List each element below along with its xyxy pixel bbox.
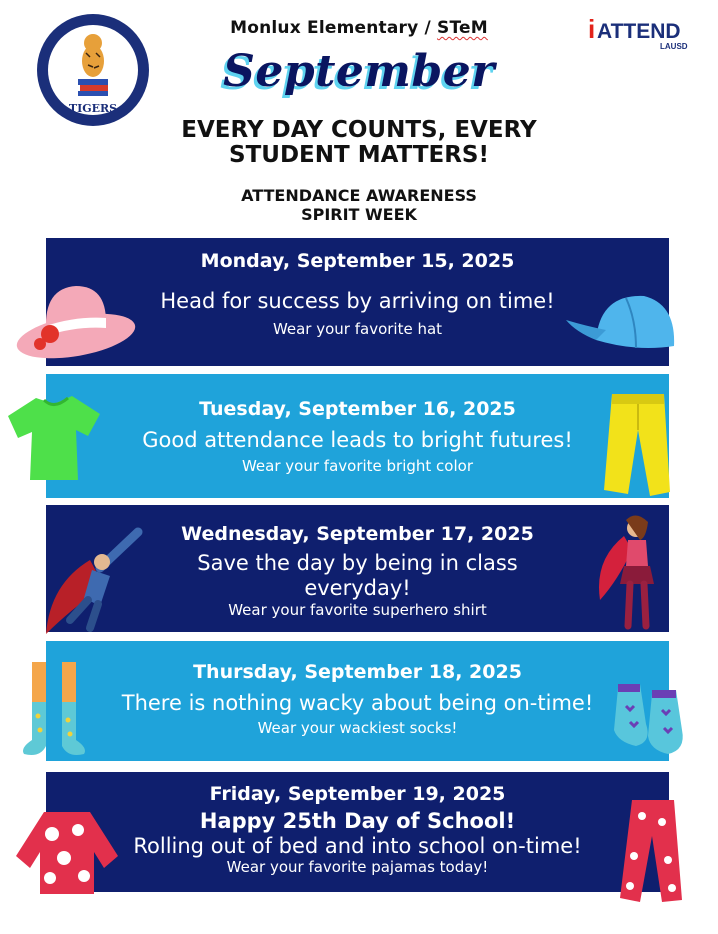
friday-wear: Wear your favorite pajamas today!: [226, 858, 489, 876]
friday-headline: Happy 25th Day of School!: [199, 809, 516, 833]
thursday-wear: Wear your wackiest socks!: [257, 719, 458, 737]
friday-banner: [46, 772, 669, 892]
monday-date: Monday, September 15, 2025: [200, 250, 515, 272]
wednesday-wear: Wear your favorite superhero shirt: [228, 601, 487, 619]
blue-cap-icon: [566, 290, 678, 360]
monday-message: Head for success by arriving on time!: [160, 289, 555, 313]
friday-message: Rolling out of bed and into school on-time!: [133, 834, 582, 858]
month-title: September: [223, 46, 495, 97]
green-shirt-icon: [6, 392, 102, 484]
school-stem: STeM: [437, 18, 488, 38]
yellow-pants-icon: [598, 390, 678, 500]
svg-text:TIGERS: TIGERS: [68, 102, 118, 115]
iattend-word: ATTEND: [597, 20, 681, 43]
tuesday-date: Tuesday, September 16, 2025: [199, 398, 516, 420]
tuesday-banner: [46, 374, 669, 498]
iattend-logo: [588, 12, 703, 52]
thursday-message: There is nothing wacky about being on-time!: [121, 691, 594, 715]
thursday-banner: [46, 641, 669, 761]
right-socks-icon: [606, 680, 698, 760]
iattend-sub: LAUSD: [660, 42, 688, 51]
pajama-top-icon: [14, 806, 120, 896]
wednesday-message-line2: everyday!: [304, 576, 411, 600]
tuesday-wear: Wear your favorite bright color: [241, 457, 473, 475]
wednesday-message-line1: Save the day by being in class: [197, 551, 518, 575]
iattend-i: i: [588, 14, 596, 44]
slogan: EVERY DAY COUNTS, EVERY STUDENT MATTERS!: [181, 117, 537, 168]
left-socks-icon: [18, 660, 96, 760]
tuesday-message: Good attendance leads to bright futures!: [142, 428, 573, 452]
superhero-woman-icon: [596, 510, 668, 632]
superhero-man-icon: [40, 524, 150, 636]
school-seal-logo: [36, 13, 150, 127]
spirit-week-subtitle: ATTENDANCE AWARENESS SPIRIT WEEK: [241, 186, 477, 224]
pajama-pants-icon: [616, 796, 686, 906]
pink-hat-icon: [14, 278, 138, 362]
monday-wear: Wear your favorite hat: [272, 320, 443, 338]
wednesday-date: Wednesday, September 17, 2025: [181, 523, 534, 545]
thursday-date: Thursday, September 18, 2025: [193, 661, 522, 683]
school-name: Monlux Elementary / STeM: [230, 18, 488, 38]
friday-date: Friday, September 19, 2025: [209, 783, 506, 805]
